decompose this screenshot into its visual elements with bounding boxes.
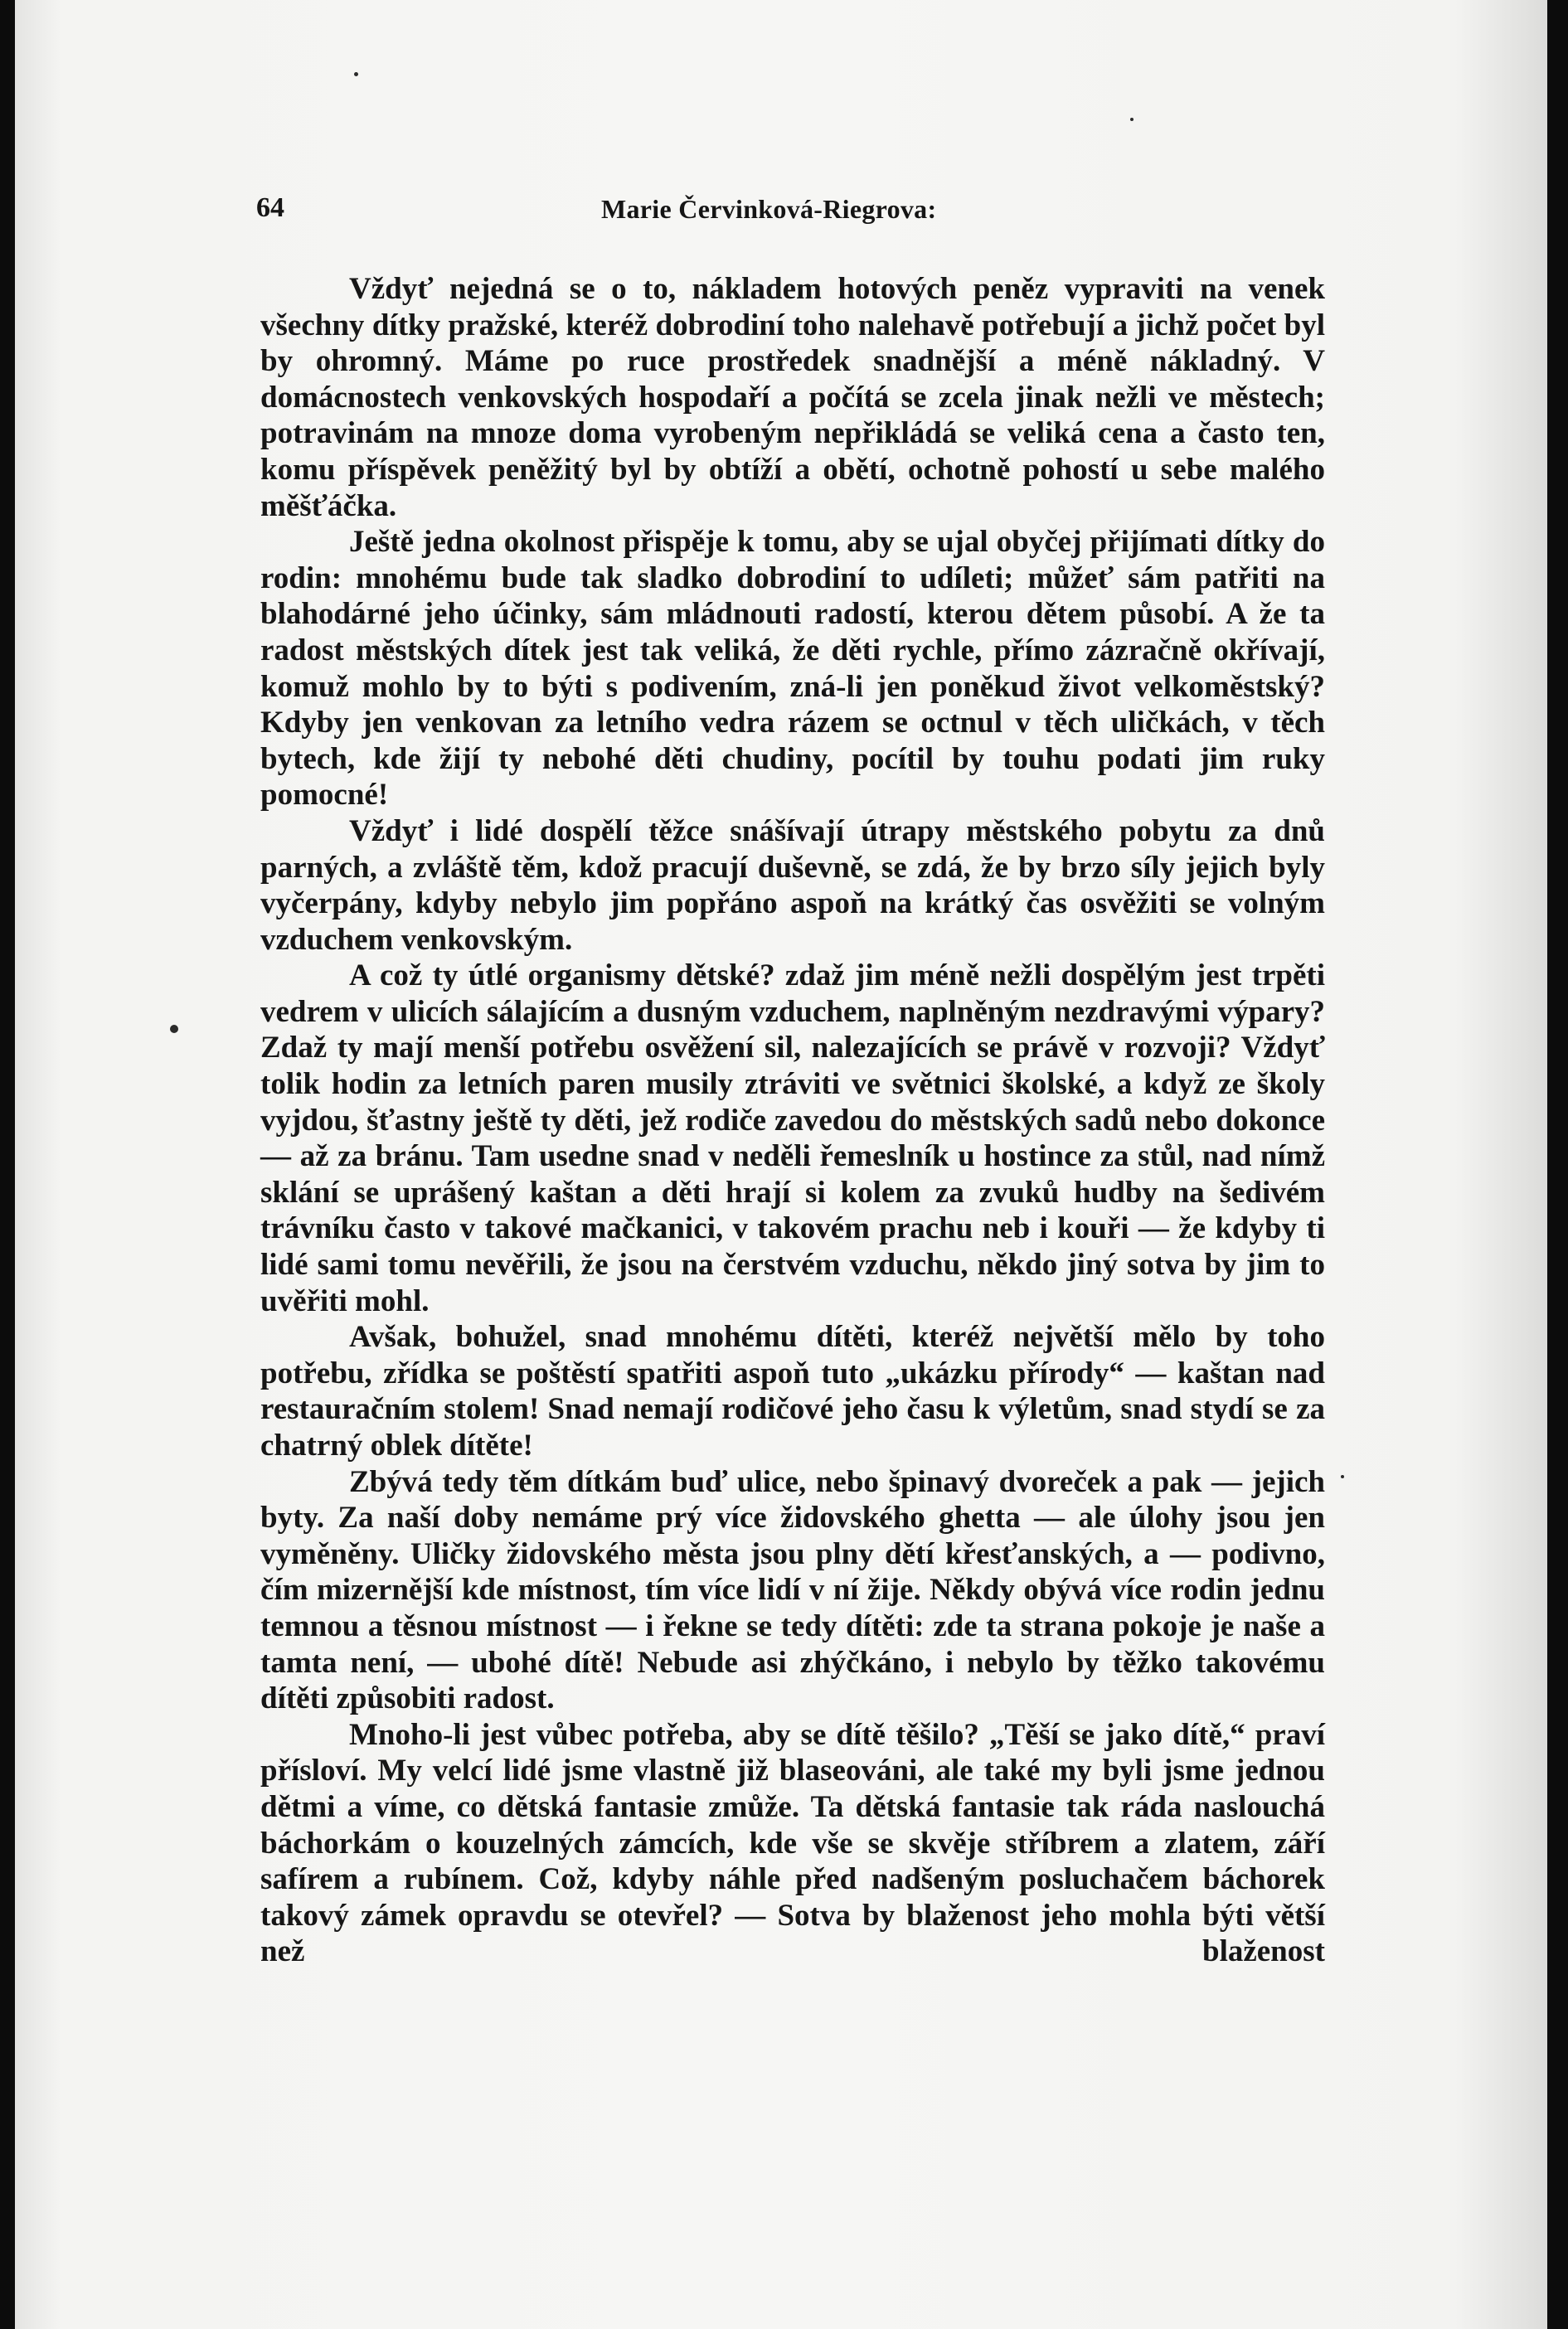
page-number: 64	[256, 192, 284, 223]
paragraph: Vždyť i lidé dospělí těžce snášívají útrapy městského pobytu za dnů parných, a zvláště těm, kdož pracují duševně, se zdá, že by brzo síly jejich byly vyčerpány, kdyby nebylo jim popřáno aspoň na krátký čas osvěžiti se volným vzduchem venkovským.	[260, 813, 1325, 957]
ink-speck	[170, 1025, 178, 1033]
paragraph: Ještě jedna okolnost přispěje k tomu, aby se ujal obyčej přijímati dítky do rodin: mnohému bude tak sladko dobrodiní to udíleti; můžeť sám patřiti na blahodárné jeho účinky, sám mládnouti radostí, kterou dětem působí. A že ta radost městských dítek jest tak veliká, že děti rychle, přímo zázračně okřívají, komuž mohlo by to býti s podivením, zná-li jen poněkud život velkoměstský? Kdyby jen venkovan za letního vedra rázem se octnul v těch uličkách, v těch bytech, kde žijí ty nebohé děti chudiny, pocítil by touhu podati jim ruky pomocné!	[260, 525, 1325, 813]
running-title: Marie Červinková-Riegrova:	[601, 194, 937, 224]
paragraph: Zbývá tedy těm dítkám buď ulice, nebo špinavý dvoreček a pak — jejich byty. Za naší doby nemáme prý více židovského ghetta — ale úlohy jsou jen vyměněny. Uličky židovského města jsou plny dětí křesťanských, a — podivno, čím mizernější kde místnost, tím více lidí v ní žije. Někdy obývá více rodin jednu temnou a těsnou místnost — i řekne se tedy dítěti: zde ta strana pokoje je naše a tamta není, — ubohé dítě! Nebude asi zhýčkáno, i nebylo by těžko takovému dítěti způsobiti radost.	[260, 1464, 1325, 1716]
page-header	[0, 192, 1568, 229]
paragraph: A což ty útlé organismy dětské? zdaž jim méně nežli dospělým jest trpěti vedrem v ulicích sálajícím a dusným vzduchem, naplněným nezdravými výpary? Zdaž ty mají menší potřebu osvěžení sil, nalezajících se právě v rozvoji? Vždyť tolik hodin za letních paren musily ztráviti ve světnici školské, a když ze školy vyjdou, šťastny ještě ty děti, jež rodiče zavedou do městských sadů nebo dokonce — až za bránu. Tam usedne snad v neděli řemeslník u hostince za stůl, nad nímž sklání se uprášený kaštan a děti hrají si kolem za zvuků hudby na šedivém trávníku často v takové mačkanici, v takovém prachu neb i kouři — že kdyby ti lidé sami tomu nevěřili, že jsou na čerstvém vzduchu, někdo jiný sotva by jim to uvěřiti mohl.	[260, 958, 1325, 1318]
ink-speck	[354, 72, 358, 76]
ink-speck	[1130, 118, 1134, 121]
paragraph: Mnoho-li jest vůbec potřeba, aby se dítě těšilo? „Těší se jako dítě,“ praví přísloví. My velcí lidé jsme vlastně již blaseováni, ale také my byli jsme jednou dětmi a víme, co dětská fantasie zmůže. Ta dětská fantasie tak ráda naslouchá báchorkám o kouzelných zámcích, kde vše se skvěje stříbrem a zlatem, září safírem a rubínem. Což, kdyby náhle před nadšeným posluchačem báchorek takový zámek opravdu se otevřel? — Sotva by blaženost jeho mohla býti větší než blaženost	[260, 1717, 1325, 1969]
paragraph: Avšak, bohužel, snad mnohému dítěti, kteréž největší mělo by toho potřebu, zřídka se poštěstí spatřiti aspoň tuto „ukázku přírody“ — kaštan nad restauračním stolem! Snad nemají rodičové jeho času k výletům, snad stydí se za chatrný oblek dítěte!	[260, 1320, 1325, 1463]
ink-speck	[1341, 1475, 1344, 1478]
body-text	[260, 271, 1325, 1970]
paragraph: Vždyť nejedná se o to, nákladem hotových peněz vypraviti na venek všechny dítky pražské, kteréž dobrodiní toho nalehavě potřebují a jichž počet byl by ohromný. Máme po ruce prostředek snadnější a méně nákladný. V domácnostech venkovských hospodaří a počítá se zcela jinak nežli ve městech; potravinám na mnoze doma vyrobeným nepřikládá se veliká cena a často ten, komu příspěvek peněžitý byl by obtíží a obětí, ochotně pohostí u sebe malého měšťáčka.	[260, 272, 1325, 523]
